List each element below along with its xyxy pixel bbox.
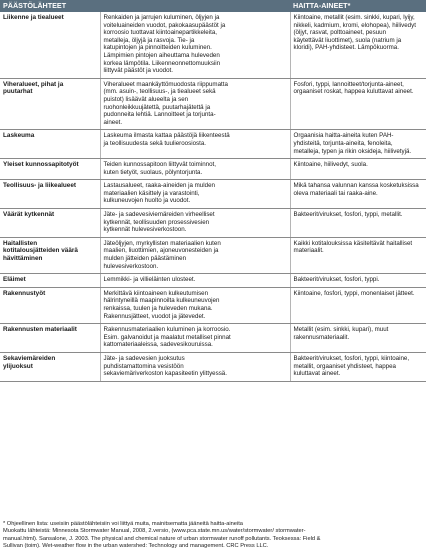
cell-line: kotitalousjätteiden väärä [3,247,78,255]
cell-line: sekaviemäriverkoston kapasiteetin ylittyessä. [103,370,227,378]
cell-line: korkea lämpötila. Liikenneonnettomuuksiin [103,59,221,67]
cell-line: orgaaniset roskat, happea kuluttavat aineet. [293,88,414,96]
source-cell [0,324,100,353]
pollutants-cell [290,78,426,130]
cell-line: aineet. [103,118,123,126]
cell-line: Bakteerit/virukset, fosfori, typpi, kiintoaine, [293,354,410,362]
table-row [0,287,426,323]
pollutants-cell [290,287,426,323]
source-cell [0,274,100,288]
cell-line: liittyvät päästöt ja vuodot. [103,67,173,75]
footnote-line: Sullivan (toim). Wet-weather flow in the urban watershed: Technology and management. CRC Press LLC. [3,543,269,550]
table-row [0,180,426,209]
cell-line: käytettävät liuottimet), suola (natrium ja [293,36,402,44]
cell-line: kuten tietyöt, suolaus, pölyntorjunta. [103,168,203,176]
table-row [0,352,426,381]
cell-line: Teollisuus- ja liikealueet [3,182,77,190]
cell-line: kytkennät hulevesiverkostoon. [103,226,187,234]
cell-line: hälrintyneillä maapinnoilta kulkeuneuvojen [103,297,220,305]
table-row [0,130,426,159]
table-row [0,12,426,78]
description-cell [100,287,290,323]
cell-line: Haitallisten [3,239,38,247]
cell-line: Kiintoaine, metallit (esim. sinkki, kupari, lyijy, [293,14,415,21]
cell-line: Viheralueet maankäyttömuodosta riippumatta [103,80,228,88]
source-cell [0,78,100,130]
cell-line: Metallit (esim. sinkki, kupari), muut [293,326,389,334]
cell-line: Jäte- ja sadevesiviemäreiden virheelliset [103,211,215,219]
cell-line: maalien, liuottimien, ajoneuvonesteiden ja [103,247,219,255]
cell-line: puutarhat [3,88,33,96]
cell-line: kloridi), PAH-yhdisteet. Lämpökuorma. [293,44,399,52]
source-cell [0,130,100,159]
table-row [0,209,426,238]
description-cell [100,130,290,159]
cell-line: metallit, orgaaniset yhdisteet, happea [293,362,397,370]
cell-line: Bakteerit/virukset, fosfori, typpi, metallit. [293,211,403,219]
header-pollutants: HAITTA-AINEET* [290,0,426,12]
description-cell [100,324,290,353]
cell-line: hävittäminen [3,255,43,263]
footnote-line: * Ohjeellinen lista: useisiin päästölähteisiin voi liittyä muita, mainitsematta jääneitä haitta-aineita [3,521,243,527]
description-cell [100,78,290,130]
cell-line: Jäteöljyjen, myrkyllisten materiaalien kuten [103,239,221,247]
description-cell [100,12,290,78]
description-cell [100,352,290,381]
source-cell [0,352,100,381]
cell-line: Liikenne ja tiealueet [3,14,64,21]
cell-line: Laskeuma [3,132,35,140]
cell-line: ja teollisuudesta sekä tuulieroosiosta. [103,139,206,147]
cell-line: renkaissa, tuulen ja huleveden mukana. [103,305,213,312]
cell-line: Kiintoaine, fosfori, typpi, monenlaiset jätteet. [293,289,415,297]
source-cell [0,180,100,209]
cell-line: oleva materiaali tai raaka-aine. [293,189,378,197]
cell-line: Bakteerit/virukset, fosfori, typpi. [293,276,380,284]
cell-line: Rakennusmateriaalien kuluminen ja korroosio. [103,326,231,334]
description-cell [100,180,290,209]
cell-line: metalleja, typen ja rikin oksideja, hiilivetyjä. [293,147,412,155]
cell-line: Esim. galvanoidut ja maalatut metalliset pinnat [103,333,231,341]
cell-line: Rakennusten materiaalit [3,326,77,334]
cell-line: yhdisteitä, torjunta-aineita, fenoleita, [293,139,393,147]
table-row [0,237,426,273]
cell-line: Kiintoaine, hiilivedyt, suola. [293,161,368,169]
pollutants-cell [290,12,426,78]
header-description [100,0,290,12]
pollutants-cell [290,237,426,273]
table-row [0,78,426,130]
cell-line: rakennusmateriaalit. [293,333,350,341]
cell-line: Mikä tahansa valunnan kanssa kosketuksissa [293,182,419,190]
cell-line: Lemmikki- ja villieläinten ulosteet. [103,276,196,284]
source-cell [0,237,100,273]
table-row [0,159,426,180]
cell-line: Rakennusjätteet, vuodot ja jätevedet. [103,312,206,320]
table-row [0,324,426,353]
cell-line: (öljyt, rasvat, polttoaineet, pesuun [293,29,387,37]
cell-line: Fosfori, typpi, lannoitteet/torjunta-aineet, [293,80,404,88]
cell-line: Lämpimien pintojen aiheuttama huleveden [103,51,220,59]
cell-line: (mm. asuin-, teollisuus-, ja tiealueet sekä [103,88,216,96]
cell-line: Laskeuma ilmasta kattaa päästöjä liikenteestä [103,132,230,140]
cell-line: Eläimet [3,276,26,284]
cell-line: puistot) lisäävät alueelta ja sen [103,95,189,103]
description-cell [100,274,290,288]
source-cell [0,287,100,323]
table-header-row [0,0,426,12]
pollutants-cell [290,130,426,159]
cell-line: korroosio tuottavat kiintoainepartikkeleita, [103,29,217,37]
cell-line: hulevesiverkostoon. [103,262,159,270]
cell-line: Merkittävä kiintoaineen kulkeutumisen [103,289,209,297]
source-cell [0,159,100,180]
pollutants-cell [290,159,426,180]
description-cell [100,209,290,238]
cell-line: katupintojen ja pinnoitteiden kuluminen. [103,44,212,52]
footnote [3,521,423,551]
cell-line: materiaalien käsittely ja varastointi, [103,189,200,197]
table-row [0,274,426,288]
cell-line: Sekaviemäreiden [3,354,56,362]
cell-line: kytkennät, teollisuuden prosessivesien [103,218,210,226]
source-cell [0,209,100,238]
cell-line: kulkuneuvojen huolto ja vuodot. [103,197,191,205]
cell-line: Renkaiden ja jarrujen kuluminen, öljyjen ja [103,14,220,21]
cell-line: Väärät kytkennät [3,211,55,219]
pollutants-cell [290,274,426,288]
pollutants-cell [290,209,426,238]
cell-line: Teiden kunnossapitoon liittyvät toiminnot, [103,161,216,169]
cell-line: Jäte- ja sadevesien juoksutus [103,354,185,362]
description-cell [100,159,290,180]
cell-line: Rakennustyöt [3,289,46,297]
cell-line: pudonneita lehtiä. Lannoitteet ja torjunta- [103,111,216,119]
cell-line: kattomateriaaleissa, sadevesikouruissa. [103,341,213,349]
header-sources: PÄÄSTÖLÄHTEET [0,0,100,12]
cell-line: materiaalit. [293,247,324,255]
cell-line: Yleiset kunnossapitotyöt [3,161,79,169]
cell-line: puhdistamattomina vesistöön [103,362,184,370]
cell-line: metalleja, öljyjä ja rasvoja. Tie- ja [103,36,195,44]
description-cell [100,237,290,273]
cell-line: Kaikki kotitalouksissa käsiteltävät haitalliset [293,239,413,247]
pollutants-cell [290,180,426,209]
cell-line: Orgaanisia haitta-aineita kuten PAH- [293,132,394,140]
cell-line: kuluttavat aineet. [293,370,341,378]
cell-line: ylijuoksut [3,362,33,370]
pollutants-cell [290,324,426,353]
source-cell [0,12,100,78]
cell-line: voiteluaineiden vuodot, pakokaasupäästöt ja [103,21,226,29]
footnote-line: Muokattu lähteistä: Minnesota Stormwater Manual, 2008, 2.versio, (www.pca.state.mn.us/water/stormwater/ stormwater- [3,528,306,535]
footnote-line: manual.html). Sansalone, J. 2003. The physical and chemical nature of urban stormwater runoff pollutants. Teoksessa: Field & [3,535,321,542]
cell-line: nikkeli, kadmium, kromi, elohopea), hiilivedyt [293,21,416,29]
pollutants-cell [290,352,426,381]
cell-line: Viheralueet, pihat ja [3,80,64,88]
cell-line: Lastausalueet, raaka-aineiden ja mulden [103,182,215,190]
cell-line: ruohonleikkuujätettä, puutarhajätettä ja [103,103,211,111]
cell-line: mulden jätteiden päästäminen [103,255,187,263]
